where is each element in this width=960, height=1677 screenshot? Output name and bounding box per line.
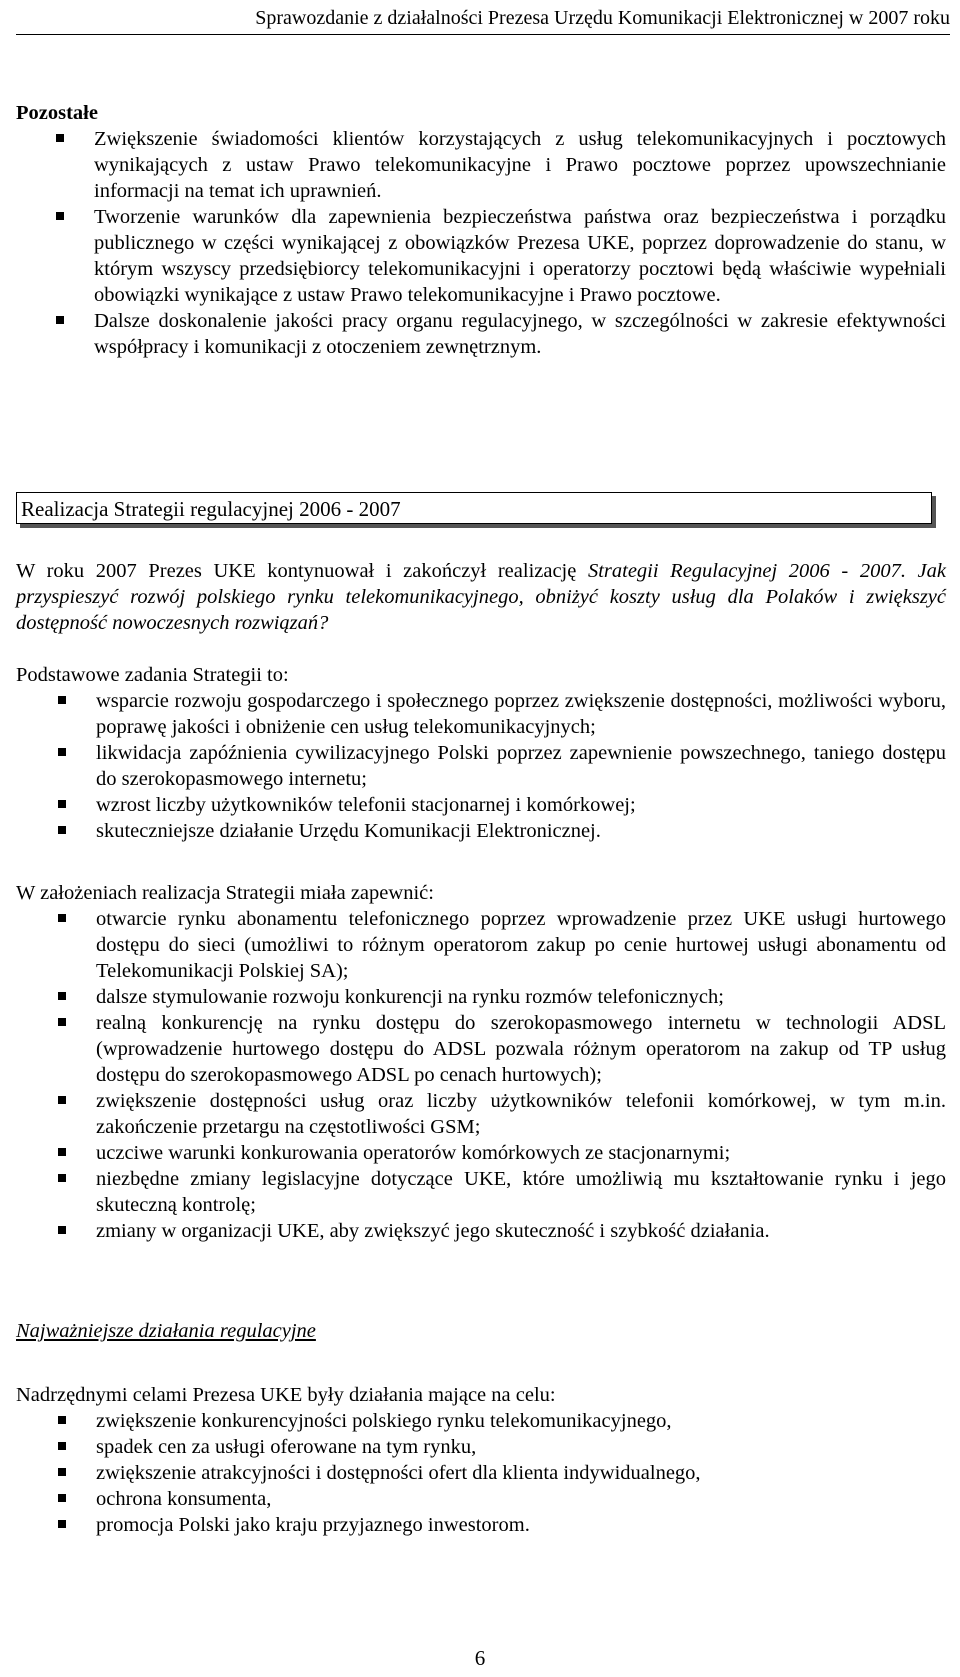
running-header: Sprawozdanie z działalności Prezesa Urzędu Komunikacji Elektronicznej w 2007 roku <box>16 6 950 35</box>
section-heading: Podstawowe zadania Strategii to: <box>16 664 289 686</box>
section-nadrzedne <box>16 1382 946 1538</box>
page-number: 6 <box>474 1646 486 1670</box>
list-item: zwiększenie dostępności usług oraz liczby użytkowników telefonii komórkowej, w tym m.in. zakończenie przetargu na częstotliwości GSM; <box>16 1088 946 1140</box>
list-item: ochrona konsumenta, <box>16 1486 946 1512</box>
intro-paragraph <box>16 558 946 636</box>
bullet-list <box>16 1408 946 1538</box>
bullet-list <box>16 126 946 360</box>
section-heading: W założeniach realizacja Strategii miała zapewnić: <box>16 882 434 904</box>
list-item: likwidacja zapóźnienia cywilizacyjnego Polski poprzez zapewnienie powszechnego, taniego dostępu do szerokopasmowego internetu; <box>16 740 946 792</box>
section-heading: Pozostałe <box>16 102 98 124</box>
intro-text: W roku 2007 Prezes UKE kontynuował i zakończył realizację <box>16 560 588 582</box>
list-item: wzrost liczby użytkowników telefonii stacjonarnej i komórkowej; <box>16 792 946 818</box>
section-zalozenia <box>16 880 946 1244</box>
section-heading: Nadrzędnymi celami Prezesa UKE były działania mające na celu: <box>16 1384 556 1406</box>
list-item: otwarcie rynku abonamentu telefonicznego poprzez wprowadzenie przez UKE usługi hurtowego dostępu do sieci (umożliwi to różnym operatorom zakup po cenie hurtowej usługi abonamentu od Telekomunikacji Polskiej SA); <box>16 906 946 984</box>
list-item: zwiększenie atrakcyjności i dostępności ofert dla klienta indywidualnego, <box>16 1460 946 1486</box>
list-item: skuteczniejsze działanie Urzędu Komunikacji Elektronicznej. <box>16 818 946 844</box>
list-item: wsparcie rozwoju gospodarczego i społecznego poprzez zwiększenie dostępności, możliwości wyboru, poprawę jakości i obniżenie cen usług telekomunikacyjnych; <box>16 688 946 740</box>
list-item: realną konkurencję na rynku dostępu do szerokopasmowego internetu w technologii ADSL (wprowadzenie hurtowego dostępu do ADSL pozwala różnym operatorom na zakup od TP usług dostępu do szerokopasmowego ADSL po cenach hurtowych); <box>16 1010 946 1088</box>
intro-italic-text: Strategii Regulacyjnej 2006 - 2007. Jak przyspieszyć rozwój polskiego rynku telekomunikacyjnego, obniżyć koszty usług dla Polaków i zwiększyć dostępność nowoczesnych rozwiązań? <box>16 560 947 634</box>
list-item: niezbędne zmiany legislacyjne dotyczące UKE, które umożliwią mu kształtowanie rynku i jego skuteczną kontrolę; <box>16 1166 946 1218</box>
bullet-list <box>16 688 946 844</box>
section-pozostale <box>16 100 946 360</box>
list-item: Tworzenie warunków dla zapewnienia bezpieczeństwa państwa oraz bezpieczeństwa i porządku publicznego w części wynikającej z obowiązków Prezesa UKE, poprzez doprowadzenie do stanu, w którym wszyscy przedsiębiorcy telekomunikacyjni i operatorzy pocztowi będą właściwie wypełniali obowiązki wynikające z ustaw Prawo telekomunikacyjne i Prawo pocztowe. <box>16 204 946 308</box>
list-item: spadek cen za usługi oferowane na tym rynku, <box>16 1434 946 1460</box>
section-banner: Realizacja Strategii regulacyjnej 2006 - 2007 <box>16 492 932 524</box>
bullet-list <box>16 906 946 1244</box>
list-item: uczciwe warunki konkurowania operatorów komórkowych ze stacjonarnymi; <box>16 1140 946 1166</box>
list-item: zwiększenie konkurencyjności polskiego rynku telekomunikacyjnego, <box>16 1408 946 1434</box>
list-item: Dalsze doskonalenie jakości pracy organu regulacyjnego, w szczególności w zakresie efektywności współpracy i komunikacji z otoczeniem zewnętrznym. <box>16 308 946 360</box>
section-heading: Najważniejsze działania regulacyjne <box>16 1320 316 1342</box>
section-podstawowe <box>16 662 946 844</box>
list-item: Zwiększenie świadomości klientów korzystających z usług telekomunikacyjnych i pocztowych wynikających z ustaw Prawo telekomunikacyjne i Prawo pocztowe poprzez upowszechnianie informacji na temat ich uprawnień. <box>16 126 946 204</box>
list-item: promocja Polski jako kraju przyjaznego inwestorom. <box>16 1512 946 1538</box>
list-item: dalsze stymulowanie rozwoju konkurencji na rynku rozmów telefonicznych; <box>16 984 946 1010</box>
list-item: zmiany w organizacji UKE, aby zwiększyć jego skuteczność i szybkość działania. <box>16 1218 946 1244</box>
section-najwazniejsze <box>16 1318 946 1344</box>
